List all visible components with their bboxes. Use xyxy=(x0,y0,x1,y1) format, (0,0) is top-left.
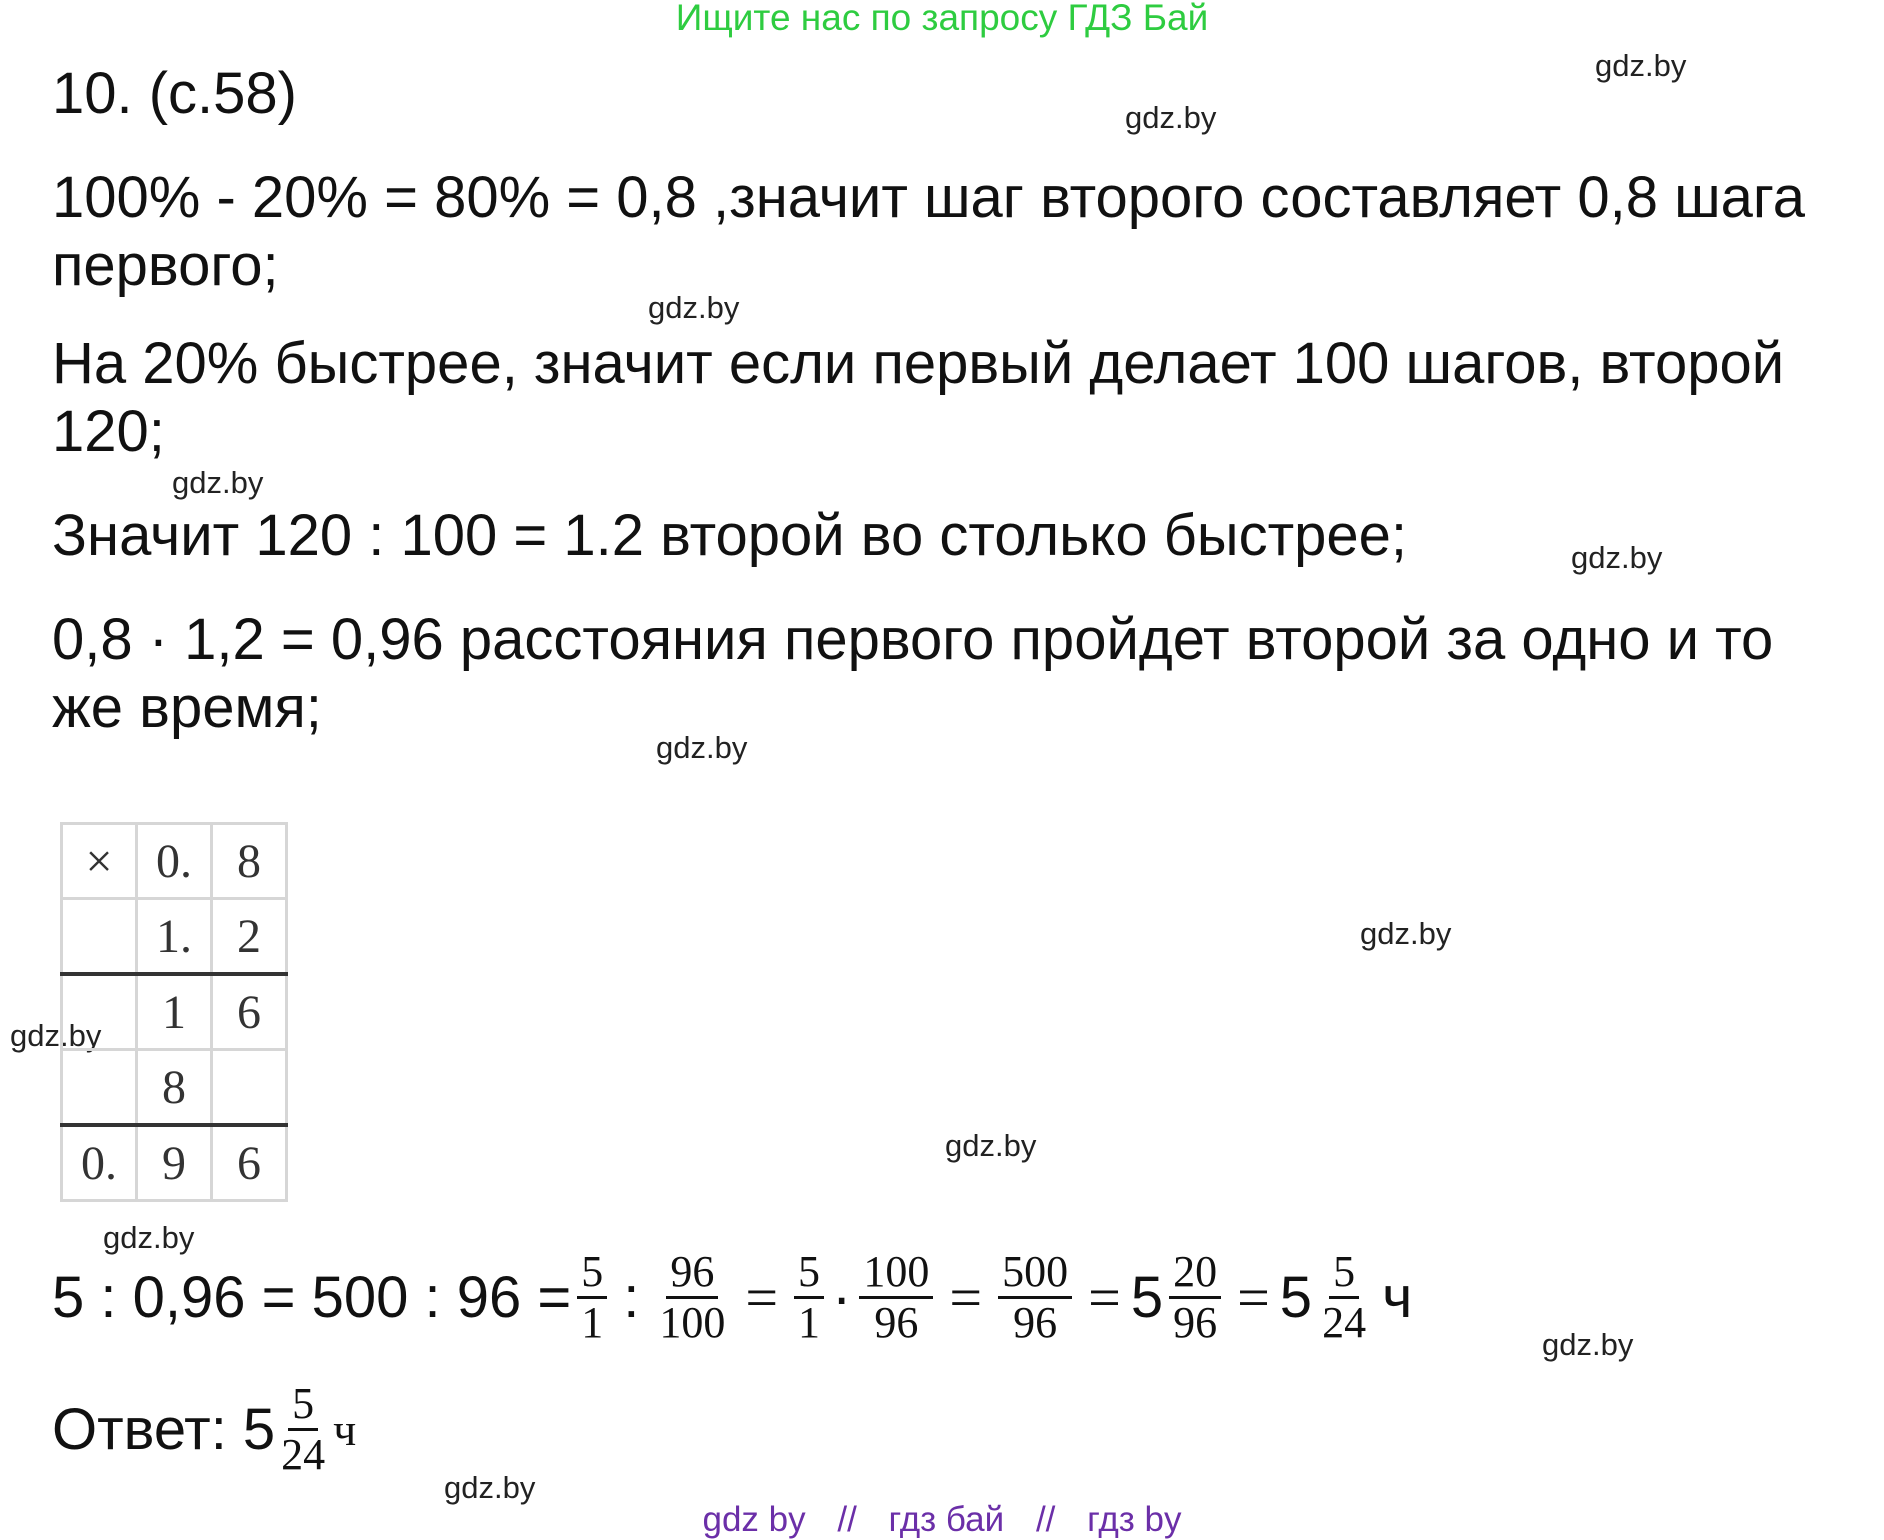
watermark: gdz.by xyxy=(656,730,748,765)
table-cell xyxy=(62,1050,137,1126)
fraction: $\frac{96}{100}$ xyxy=(659,1247,726,1347)
watermark: gdz.by xyxy=(648,290,740,325)
fraction: $\frac{500}{96}$ xyxy=(998,1248,1072,1347)
table-cell: × xyxy=(62,824,137,899)
table-cell xyxy=(62,974,137,1050)
unit-label: ч xyxy=(1382,1264,1413,1330)
watermark: gdz.by xyxy=(103,1220,195,1255)
table-cell: 6 xyxy=(212,1125,287,1201)
answer-whole: 5 xyxy=(242,1396,276,1462)
answer-line xyxy=(52,1380,356,1479)
search-banner: Ищите нас по запросу ГДЗ Бай xyxy=(675,0,1209,38)
table-cell: 0. xyxy=(62,1125,137,1201)
watermark: gdz.by xyxy=(1125,100,1217,135)
equals-sign: = xyxy=(745,1264,779,1330)
solution-paragraph-2: На 20% быстрее, значит если первый делает 100 шагов, второй 120; xyxy=(52,331,1785,464)
watermark: gdz.by xyxy=(1595,48,1687,83)
fraction: $\frac{100}{96}$ xyxy=(859,1248,933,1347)
division-sign: : xyxy=(623,1264,640,1330)
table-cell: 2 xyxy=(212,899,287,975)
footer-link[interactable]: gdz by xyxy=(702,1500,806,1539)
mixed-number: 5 $\frac{20}{96}$ xyxy=(1131,1248,1227,1347)
equals-sign: = xyxy=(949,1264,983,1330)
table-cell: 1. xyxy=(137,899,212,975)
watermark: gdz.by xyxy=(444,1470,536,1505)
footer-link[interactable]: гдз by xyxy=(1087,1500,1182,1539)
watermark: gdz.by xyxy=(10,1018,102,1053)
watermark: gdz.by xyxy=(172,465,264,500)
solution-paragraph-1: 100% - 20% = 80% = 0,8 ,значит шаг второго составляет 0,8 шага первого; xyxy=(52,165,1806,298)
equals-sign: = xyxy=(1088,1264,1121,1330)
watermark: gdz.by xyxy=(945,1128,1037,1163)
solution-paragraph-3: Значит 120 : 100 = 1.2 второй во столько быстрее; xyxy=(52,503,1408,568)
multiply-sign: · xyxy=(832,1264,852,1330)
equation-lhs: 5 : 0,96 = 500 : 96 = xyxy=(52,1264,572,1330)
fraction: $\frac{5}{1}$ xyxy=(577,1248,607,1347)
footer-separator: // xyxy=(837,1500,857,1539)
column-multiplication-table xyxy=(60,822,288,1202)
task-title: 10. (с.58) xyxy=(52,61,297,126)
table-cell xyxy=(62,899,137,975)
fraction: $\frac{5}{1}$ xyxy=(794,1248,824,1347)
table-cell: 1 xyxy=(137,974,212,1050)
table-cell: 9 xyxy=(137,1125,212,1201)
watermark: gdz.by xyxy=(1360,916,1452,951)
footer-links xyxy=(0,1500,1884,1540)
table-cell: 6 xyxy=(212,974,287,1050)
table-cell: 8 xyxy=(212,824,287,899)
mixed-number: 5 $\frac{5}{24}$ xyxy=(1279,1247,1367,1347)
table-cell xyxy=(212,1050,287,1126)
answer-label: Ответ: xyxy=(52,1396,227,1462)
watermark: gdz.by xyxy=(1542,1327,1634,1362)
table-cell: 0. xyxy=(137,824,212,899)
footer-link[interactable]: гдз бай xyxy=(888,1500,1005,1539)
table-cell: 8 xyxy=(137,1050,212,1126)
watermark: gdz.by xyxy=(1571,540,1663,575)
answer-unit: ч xyxy=(333,1403,357,1455)
answer-fraction: $\frac{5}{24}$ xyxy=(281,1379,326,1479)
footer-separator: // xyxy=(1035,1500,1056,1539)
division-equation xyxy=(52,1248,1412,1347)
equals-sign: = xyxy=(1237,1264,1270,1330)
solution-paragraph-4: 0,8 · 1,2 = 0,96 расстояния первого пройдет второй за одно и то же время; xyxy=(52,607,1774,740)
